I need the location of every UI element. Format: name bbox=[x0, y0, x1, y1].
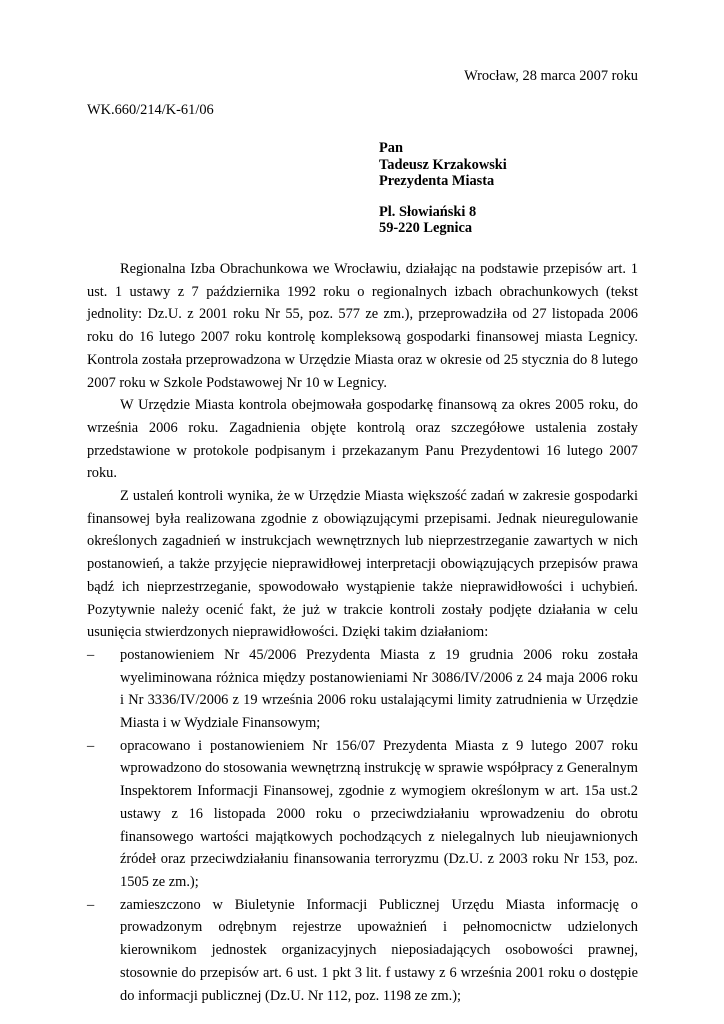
list-item-text: zamieszczono w Biuletynie Informacji Publicznej Urzędu Miasta informację o prowadzonym odrębnym rejestrze upoważnień i pełnomocnictw udzielonych kierownikom jednostek organizacyjnych nieposiadających osobowości prawnej, stosownie do przepisów art. 6 ust. 1 pkt 3 lit. f ustawy z 6 września 2001 roku o dostępie do informacji publicznej (Dz.U. Nr 112, poz. 1198 ze zm.); bbox=[120, 896, 638, 1004]
dash-marker: – bbox=[87, 646, 95, 663]
body-paragraph-3: Z ustaleń kontroli wynika, że w Urzędzie Miasta większość zadań w zakresie gospodarki finansowej była realizowana zgodnie z obowiązującymi przepisami. Jednak nieuregulowanie określonych zagadnień w instrukcjach wewnętrznych lub nieprzestrzeganie zawartych w nich postanowień, a także przyjęcie nieprawidłowej interpretacji obowiązujących przepisów prawa bądź ich nieprzestrzeganie, spowodowało wystąpienie także nieprawidłowości i uchybień. Pozytywnie należy ocenić fakt, że już w trakcie kontroli zostały podjęte działania w celu usunięcia stwierdzonych nieprawidłowości. Dzięki takim działaniom: bbox=[87, 488, 638, 641]
letter-body bbox=[87, 258, 638, 1007]
addressee-city: 59-220 Legnica bbox=[379, 220, 473, 236]
list-item bbox=[87, 644, 638, 735]
addressee-block bbox=[379, 140, 507, 237]
findings-list bbox=[87, 644, 638, 1007]
list-item-text: opracowano i postanowieniem Nr 156/07 Prezydenta Miasta z 9 lutego 2007 roku wprowadzono do stosowania wewnętrzną instrukcję w sprawie współpracy z Generalnym Inspektorem Informacji Finansowej, zgodnie z wymogiem określonym w art. 15a ust.2 ustawy z 16 listopada 2000 roku o przeciwdziałaniu wprowadzeniu do obrotu finansowego wartości majątkowych pochodzących z nielegalnych lub nieujawnionych źródeł oraz przeciwdziałaniu finansowania terroryzmu (Dz.U. z 2003 roku Nr 153, poz. 1505 ze zm.); bbox=[120, 737, 638, 890]
list-item bbox=[87, 894, 638, 1008]
dash-marker: – bbox=[87, 737, 95, 754]
list-item bbox=[87, 735, 638, 894]
body-paragraph-1: Regionalna Izba Obrachunkowa we Wrocławiu, działając na podstawie przepisów art. 1 ust. 1 ustawy z 7 października 1992 roku o regionalnych izbach obrachunkowych (tekst jednolity: Dz.U. z 2001 roku Nr 55, poz. 577 ze zm.), przeprowadziła od 27 listopada 2006 roku do 16 lutego 2007 roku kontrolę kompleksową gospodarki finansowej miasta Legnicy. Kontrola została przeprowadzona w Urzędzie Miasta oraz w okresie od 25 stycznia do 8 lutego 2007 roku w Szkole Podstawowej Nr 10 w Legnicy. bbox=[87, 261, 638, 391]
body-paragraph-2: W Urzędzie Miasta kontrola obejmowała gospodarkę finansową za okres 2005 roku, do września 2006 roku. Zagadnienia objęte kontrolą oraz szczegółowe ustalenia zostały przedstawione w protokole podpisanym i przekazanym Panu Prezydentowi 16 lutego 2007 roku. bbox=[87, 397, 638, 482]
dash-marker: – bbox=[87, 896, 95, 913]
addressee-salutation: Pan bbox=[379, 140, 403, 156]
addressee-name: Tadeusz Krzakowski bbox=[379, 156, 507, 173]
reference-number: WK.660/214/K-61/06 bbox=[87, 102, 214, 118]
list-item-text: postanowieniem Nr 45/2006 Prezydenta Miasta z 19 grudnia 2006 roku została wyeliminowana różnica między postanowieniami Nr 3086/IV/2006 z 24 maja 2006 roku i Nr 3336/IV/2006 z 19 września 2006 roku ustalającymi limity zatrudnienia w Urzędzie Miasta i w Wydziale Finansowym; bbox=[120, 646, 638, 732]
addressee-title: Prezydenta Miasta bbox=[379, 173, 495, 189]
letter-date: Wrocław, 28 marca 2007 roku bbox=[464, 68, 638, 84]
addressee-street: Pl. Słowiański 8 bbox=[379, 203, 477, 220]
